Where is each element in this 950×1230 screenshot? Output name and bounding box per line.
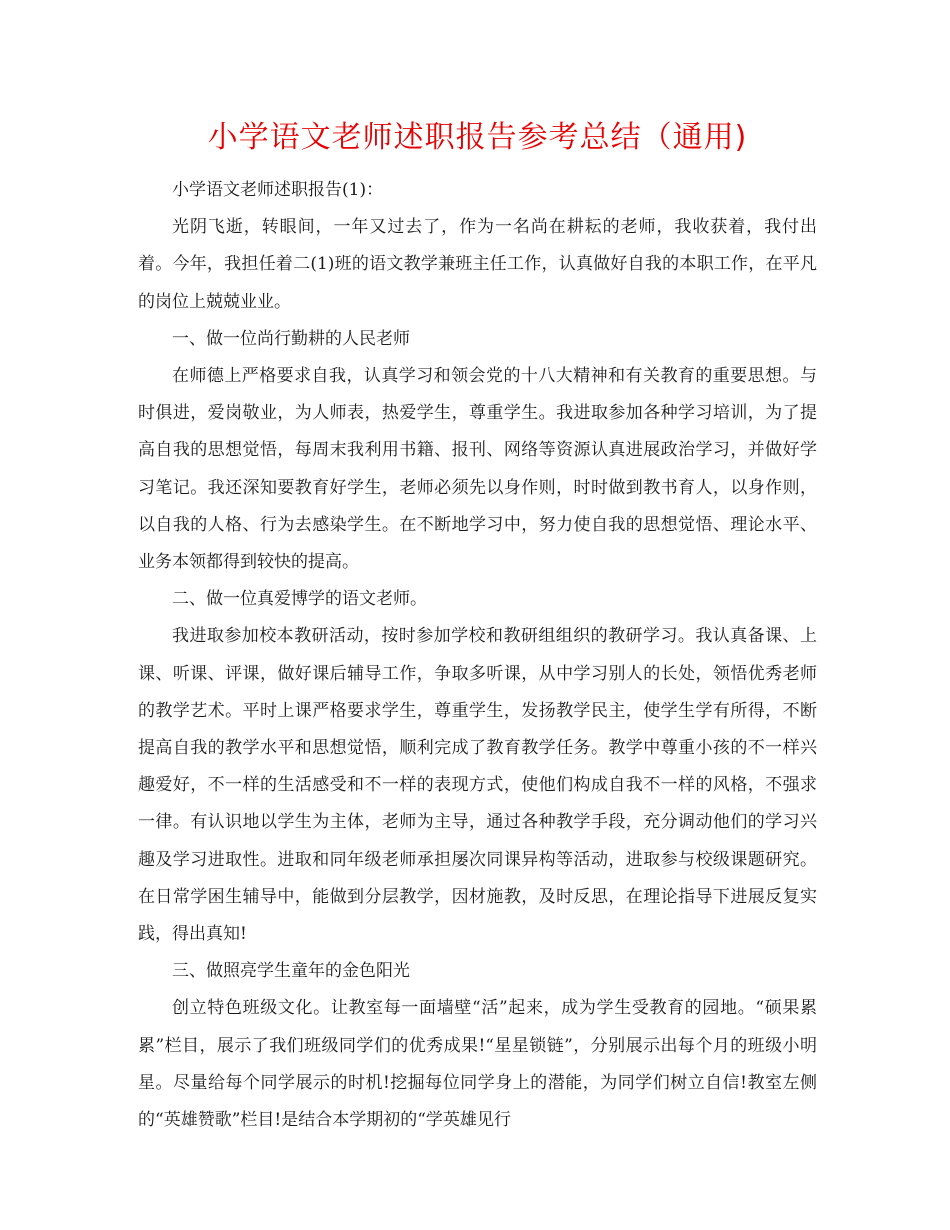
section-heading-3: 三、做照亮学生童年的金色阳光 [172, 961, 410, 982]
section-heading-1: 一、做一位尚行勤耕的人民老师 [172, 328, 410, 349]
body-paragraph: 我进取参加校本教研活动，按时参加学校和教研组组织的教研学习。我认真备课、上课、听课、评课，做好课后辅导工作，争取多听课，从中学习别人的长处，领悟优秀老师的教学艺术。平时上课严格要求学生，尊重学生，发扬教学民主，使学生学有所得，不断提高自我的教学水平和思想觉悟，顺利完成了教育教学任务。教学中尊重小孩的不一样兴趣爱好，不一样的生活感受和不一样的表现方式，使他们构成自我不一样的风格，不强求一律。有认识地以学生为主体，老师为主导，通过各种教学手段，充分调动他们的学习兴趣及学习进取性。进取和同年级老师承担屡次同课异构等活动，进取参与校级课题研究。在日常学困生辅导中，能做到分层教学，因材施教，及时反思，在理论指导下进展反复实践，得出真知! [138, 626, 817, 945]
document-title: 小学语文老师述职报告参考总结（通用) [207, 120, 748, 155]
report-subtitle: 小学语文老师述职报告(1)： [172, 180, 384, 200]
body-paragraph: 在师德上严格要求自我，认真学习和领会党的十八大精神和有关教育的重要思想。与时俱进，爱岗敬业，为人师表，热爱学生，尊重学生。我进取参加各种学习培训，为了提高自我的思想觉悟，每周末我利用书籍、报刊、网络等资源认真进展政治学习，并做好学习笔记。我还深知要教育好学生，老师必须先以身作则，时时做到教书育人，以身作则，以自我的人格、行为去感染学生。在不断地学习中，努力使自我的思想觉悟、理论水平、业务本领都得到较快的提高。 [138, 366, 817, 573]
body-paragraph: 光阴飞逝，转眼间，一年又过去了，作为一名尚在耕耘的老师，我收获着，我付出着。今年，我担任着二(1)班的语文教学兼班主任工作，认真做好自我的本职工作，在平凡的岗位上兢兢业业。 [138, 217, 817, 312]
section-heading-2: 二、做一位真爱博学的语文老师。 [172, 589, 427, 610]
body-paragraph: 创立特色班级文化。让教室每一面墙壁“活”起来，成为学生受教育的园地。“硕果累累”栏目，展示了我们班级同学们的优秀成果!“星星锁链”，分别展示出每个月的班级小明星。尽量给每个同学展示的时机!挖掘每位同学身上的潜能，为同学们树立自信!教室左侧的“英雄赞歌”栏目!是结合本学期初的“学英雄见行 [138, 998, 817, 1131]
